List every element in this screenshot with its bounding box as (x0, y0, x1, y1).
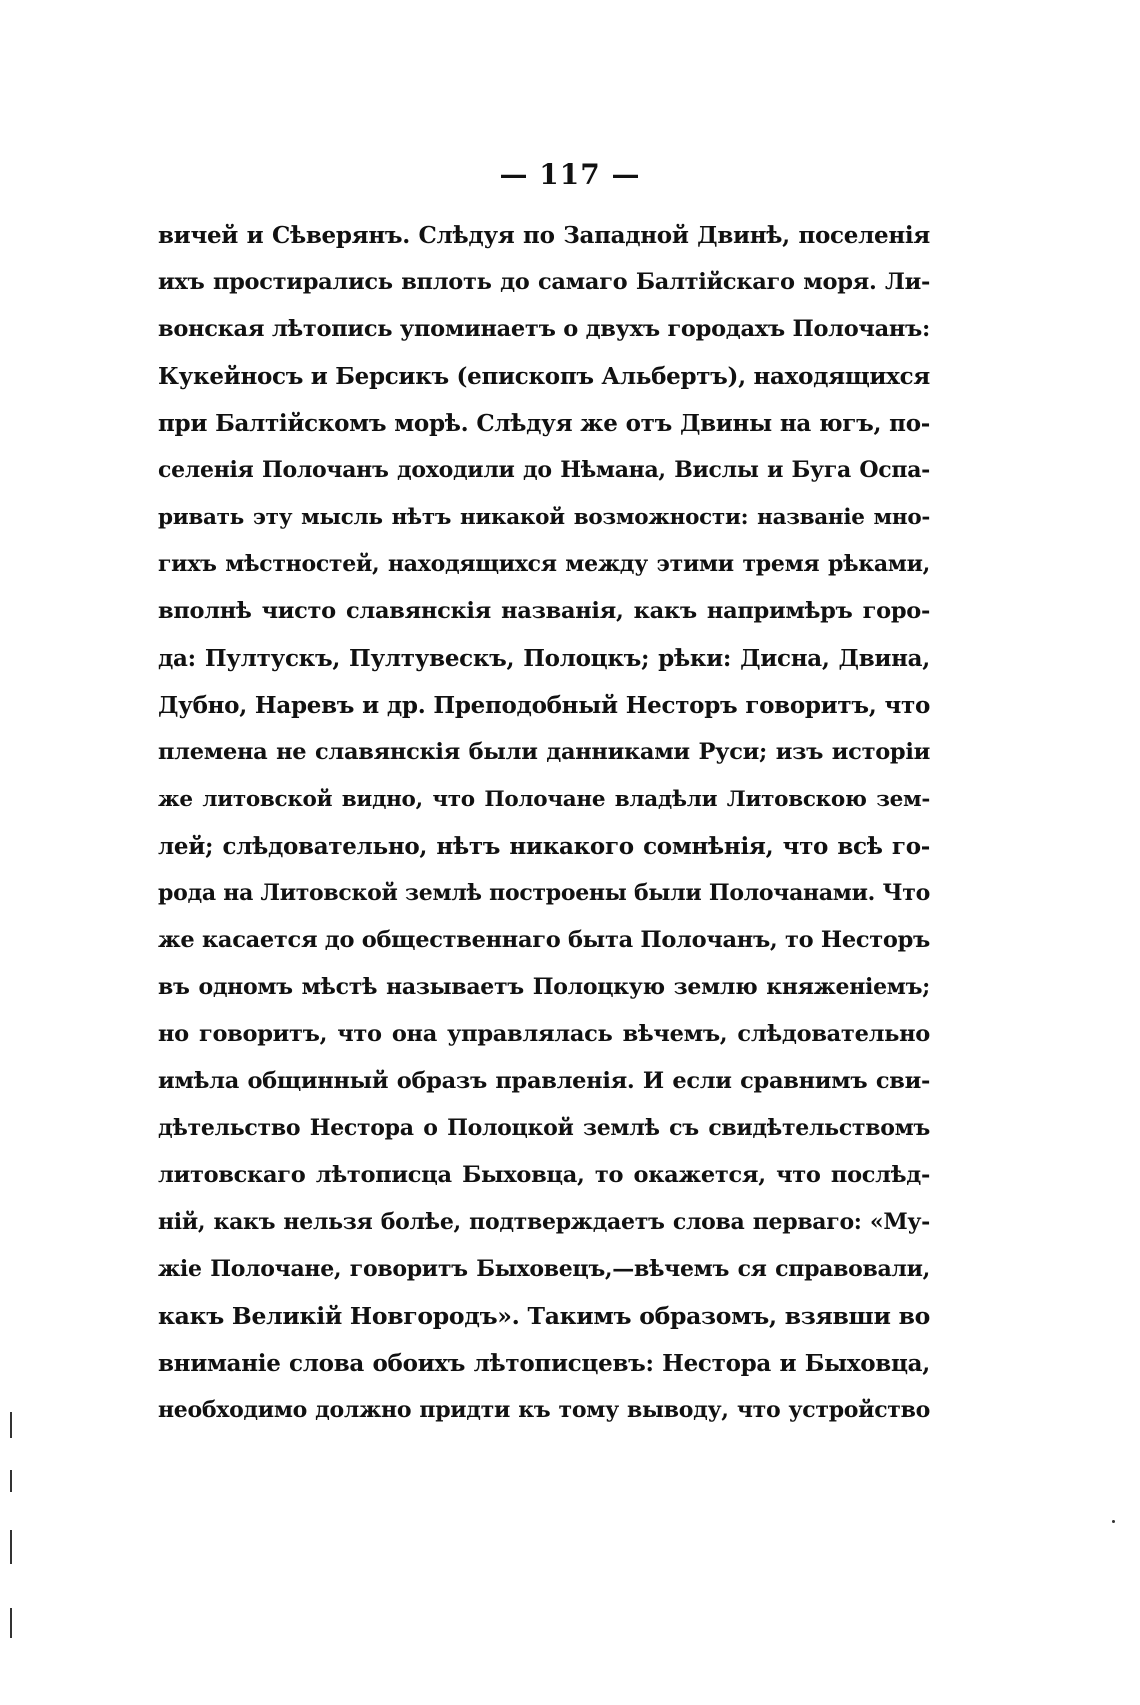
text-line: литовскаго лѣтописца Быховца, то окажется, что послѣд- (158, 1162, 930, 1188)
text-line: ривать эту мысль нѣтъ никакой возможности: названіе мно- (158, 505, 930, 530)
text-line: Кукейносъ и Берсикъ (епископъ Альбертъ), находящихся (158, 363, 930, 390)
text-line: рода на Литовской землѣ построены были Полочанами. Что (158, 880, 930, 906)
text-line: при Балтійскомъ морѣ. Слѣдуя же отъ Двины на югъ, по- (158, 410, 930, 437)
page-number: — 117 — (499, 158, 641, 191)
body-text (158, 212, 930, 1434)
text-line: дѣтельство Нестора о Полоцкой землѣ съ свидѣтельствомъ (158, 1115, 930, 1141)
text-line: но говоритъ, что она управлялась вѣчемъ, слѣдовательно (158, 1021, 930, 1047)
text-line: въ одномъ мѣстѣ называетъ Полоцкую землю княженіемъ; (158, 974, 930, 1000)
text-line: жіе Полочане, говоритъ Быховецъ,—вѣчемъ ся справовали, (158, 1256, 930, 1282)
text-line: гихъ мѣстностей, находящихся между этими тремя рѣками, (158, 551, 930, 577)
text-line: лей; слѣдовательно, нѣтъ никакого сомнѣнія, что всѣ го- (158, 833, 930, 860)
text-line: вниманіе слова обоихъ лѣтописцевъ: Нестора и Быховца, (158, 1350, 930, 1377)
text-line: ній, какъ нельзя болѣе, подтверждаетъ слова перваго: «Му- (158, 1209, 930, 1235)
text-line: Дубно, Наревъ и др. Преподобный Несторъ говоритъ, что (158, 692, 930, 719)
text-line: ихъ простирались вплоть до самаго Балтійскаго моря. Ли- (158, 269, 930, 295)
text-line: имѣла общинный образъ правленія. И если сравнимъ сви- (158, 1068, 930, 1094)
scan-margin-mark (1112, 1520, 1115, 1523)
text-line: селенія Полочанъ доходили до Нѣмана, Вислы и Буга Оспа- (158, 457, 930, 483)
text-line: племена не славянскія были данниками Руси; изъ исторіи (158, 739, 930, 765)
scan-margin-mark (10, 1412, 12, 1438)
text-line: же касается до общественнаго быта Полочанъ, то Несторъ (158, 927, 930, 953)
text-line: вполнѣ чисто славянскія названія, какъ напримѣръ горо- (158, 598, 930, 624)
scan-margin-mark (10, 1530, 12, 1564)
text-line: какъ Великій Новгородъ». Такимъ образомъ, взявши во (158, 1302, 930, 1330)
scan-margin-mark (10, 1470, 12, 1492)
text-line: вичей и Сѣверянъ. Слѣдуя по Западной Двинѣ, поселенія (158, 222, 930, 249)
text-line: да: Пултускъ, Пултувескъ, Полоцкъ; рѣки: Дисна, Двина, (158, 645, 930, 672)
scan-margin-mark (10, 1608, 12, 1638)
text-line: вонская лѣтопись упоминаетъ о двухъ городахъ Полочанъ: (158, 316, 930, 342)
text-line: же литовской видно, что Полочане владѣли Литовскою зем- (158, 787, 930, 812)
text-line: необходимо должно придти къ тому выводу, что устройство (158, 1397, 930, 1423)
